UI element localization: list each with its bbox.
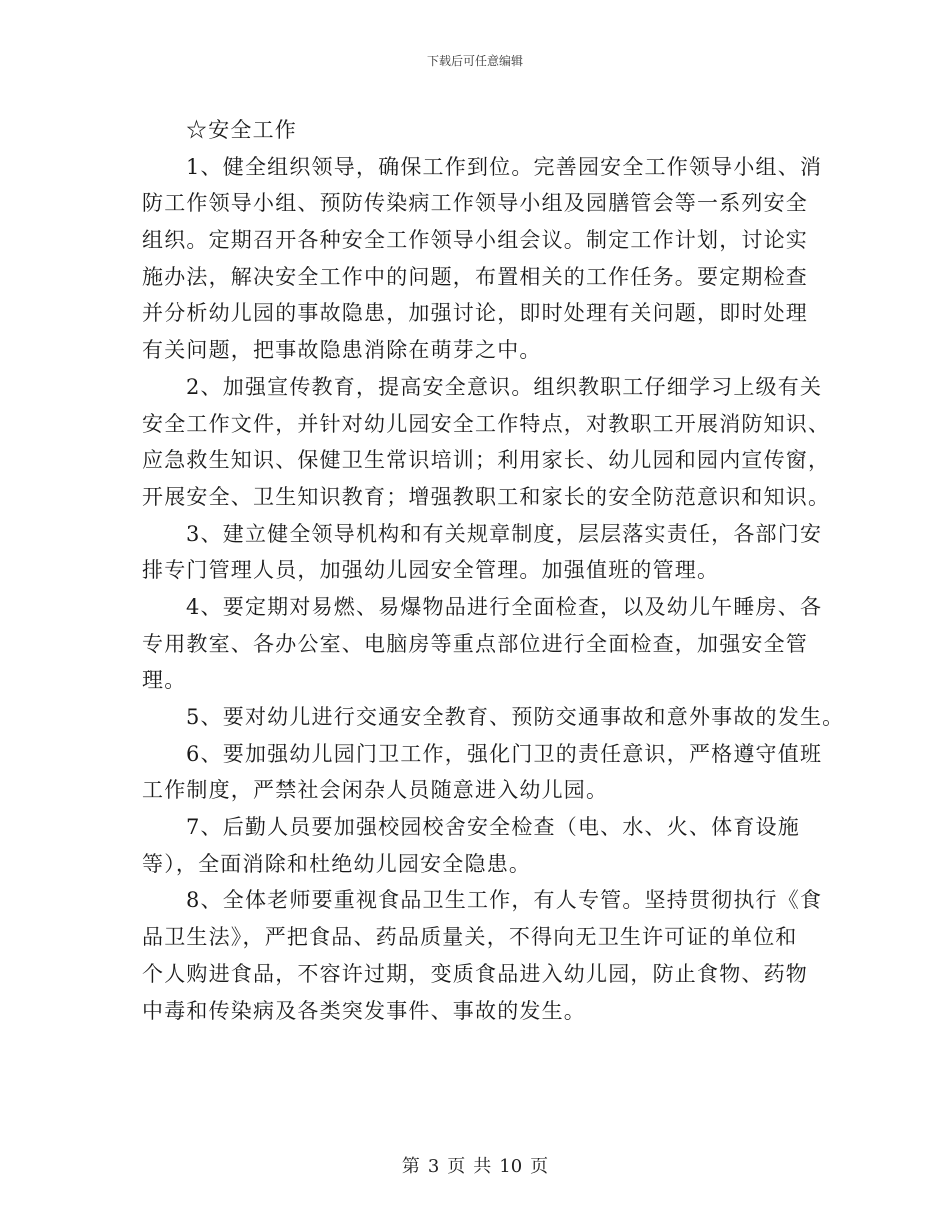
page-label-suffix: 页: [530, 1156, 549, 1177]
paragraph-line: 中毒和传染病及各类突发事件、事故的发生。: [142, 998, 586, 1023]
paragraph-line: 开展安全、卫生知识教育；增强教职工和家长的安全防范意识和知识。: [142, 484, 831, 509]
document-body: [142, 112, 845, 1029]
paragraph-line: 3、建立健全领导机构和有关规章制度，层层落实责任，各部门安: [186, 521, 823, 546]
paragraph-line: 并分析幼儿园的事故隐患，加强讨论，即时处理有关问题，即时处理: [142, 301, 808, 326]
paragraph-line: 5、要对幼儿进行交通安全教育、预防交通事故和意外事故的发生。: [186, 705, 845, 729]
page-header: 下载后可任意编辑: [426, 54, 523, 68]
paragraph-line: 排专门管理人员，加强幼儿园安全管理。加强值班的管理。: [142, 558, 720, 583]
paragraph-line: 1、健全组织领导，确保工作到位。完善园安全工作领导小组、消: [186, 154, 823, 179]
paragraph-line: 4、要定期对易燃、易爆物品进行全面检查，以及幼儿午睡房、各: [186, 594, 823, 619]
paragraph-line: 2、加强宣传教育，提高安全意识。组织教职工仔细学习上级有关: [186, 374, 823, 399]
paragraph-line: 理。: [142, 668, 187, 693]
current-page-number: 3: [427, 1156, 440, 1177]
paragraph-line: 安全工作文件，并针对幼儿园安全工作特点，对教职工开展消防知识、: [142, 411, 831, 436]
page-label-prefix: 第: [401, 1156, 420, 1177]
paragraph-line: 8、全体老师要重视食品卫生工作，有人专管。坚持贯彻执行《食: [186, 888, 823, 913]
total-pages-number: 10: [499, 1156, 523, 1177]
section-title: ☆安全工作: [186, 118, 297, 142]
paragraph-line: 工作制度，严禁社会闲杂人员随意进入幼儿园。: [142, 778, 609, 803]
paragraph-line: 组织。定期召开各种安全工作领导小组会议。制定工作计划，讨论实: [142, 228, 808, 253]
paragraph-line: 7、后勤人员要加强校园校舍安全检查（电、水、火、体育设施: [186, 815, 800, 840]
paragraph-line: 专用教室、各办公室、电脑房等重点部位进行全面检查，加强安全管: [142, 631, 808, 656]
page-label-mid: 页: [447, 1156, 466, 1177]
paragraph-line: 品卫生法》，严把食品、药品质量关，不得向无卫生许可证的单位和: [142, 925, 798, 950]
total-label: 共: [473, 1156, 492, 1177]
paragraph-line: 有关问题，把事故隐患消除在萌芽之中。: [142, 338, 542, 363]
paragraph-line: 施办法，解决安全工作中的问题，布置相关的工作任务。要定期检查: [142, 264, 808, 289]
paragraph-line: 个人购进食品，不容许过期，变质食品进入幼儿园，防止食物、药物: [142, 961, 808, 986]
paragraph-line: 应急救生知识、保健卫生常识培训；利用家长、幼儿园和园内宣传窗，: [142, 448, 831, 473]
paragraph-line: 6、要加强幼儿园门卫工作，强化门卫的责任意识，严格遵守值班: [186, 741, 823, 766]
page-footer: [0, 1152, 950, 1178]
paragraph-line: 防工作领导小组、预防传染病工作领导小组及园膳管会等一系列安全: [142, 191, 808, 216]
paragraph-line: 等），全面消除和杜绝幼儿园安全隐患。: [142, 851, 532, 876]
